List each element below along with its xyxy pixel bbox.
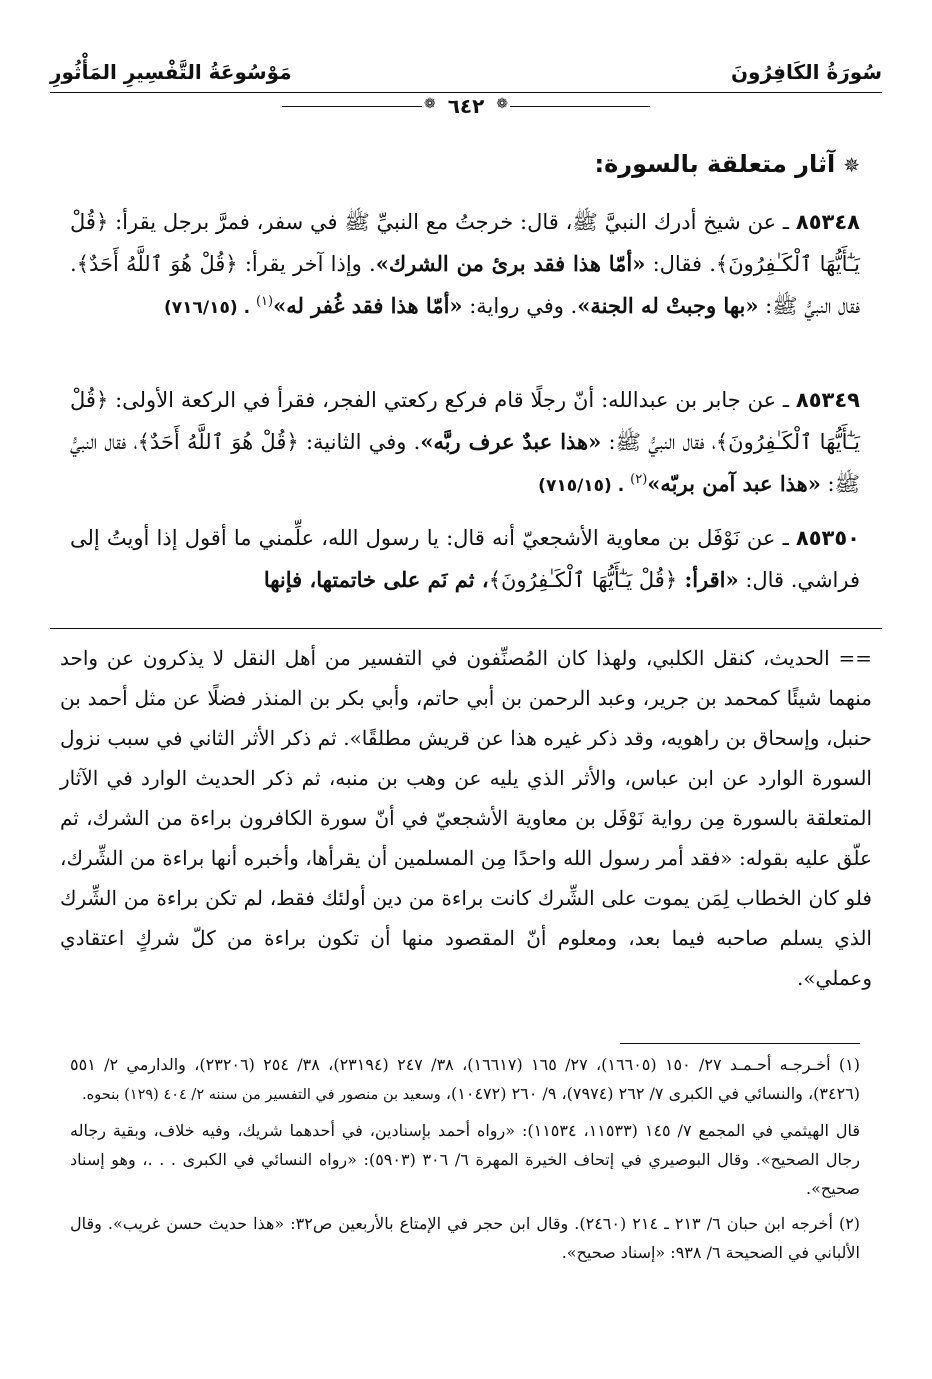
quran-quote: ﴿قُلْ يَـٰٓأَيُّهَا ٱلْكَـٰفِرُونَ﴾ <box>70 388 860 454</box>
surah-title: سُورَةُ الكَافِرُونَ <box>730 60 882 84</box>
volume-reference: . (٧١٦/١٥) <box>164 298 256 318</box>
hadith-quote: «اقرأ: <box>677 567 739 592</box>
footnote-1 <box>70 1050 860 1110</box>
narration-text: . وفي رواية: <box>462 294 578 318</box>
commentary-divider <box>50 628 882 629</box>
hadith-quote: «بها وجبتْ له الجنة» <box>577 293 759 318</box>
narration-text: ـ عن نَوْفَل بن معاوية الأشجعيّ أنه قال: يا رسول الله، علِّمني ما أقول إذا أويتُ إلى فراشي. قال: <box>70 526 860 592</box>
narration-text: ـ عن جابر بن عبدالله: أنّ رجلًا قام فركع ركعتي الفجر، فقرأ في الركعة الأولى: <box>108 388 796 412</box>
quran-quote: ﴿قُلْ هُوَ ٱللَّهُ أَحَدٌ﴾ <box>76 252 238 276</box>
page-number-ornament <box>0 94 932 120</box>
narration-85348 <box>70 202 860 329</box>
narration-number: ٨٥٣٤٨ <box>795 210 860 234</box>
quran-quote: ﴿قُلْ هُوَ ٱللَّهُ أَحَدٌ﴾ <box>137 430 299 454</box>
header-rule <box>50 92 882 93</box>
narration-text: . فقال: <box>645 252 716 276</box>
narration-text: ، فقال النبيُّ ﷺ: <box>601 430 716 454</box>
narration-85349 <box>70 380 860 507</box>
narration-text: ـ عن شيخ أدرك النبيَّ ﷺ، قال: خرجتُ مع النبيِّ ﷺ في سفر، فمرَّ برجل يقرأ: <box>108 210 796 234</box>
hadith-quote: ، ثم نَم على خاتمتها، فإنها <box>263 567 489 592</box>
footnote-text: (٢) أخرجه ابن حبان ٦/ ٢١٣ ـ ٢١٤ (٢٤٦٠). وقال ابن حجر في الإمتاع بالأربعين ص٣٢: «هذا حديث حسن غريب». وقال الألباني في الصحيحة ٦/ ٩٣٨: «إسناد صحيح». <box>70 1214 861 1262</box>
hadith-quote: «هذا عبدٌ عرف ربَّه» <box>420 429 602 454</box>
narration-text: ، فقال النبيُّ ﷺ: <box>70 430 860 496</box>
section-heading <box>595 150 860 178</box>
footnote-rule <box>620 1043 860 1044</box>
footnote-text: وسعيد بن منصور في التفسير من سننه ٢/ ٤٠٤ (١٢٩) بنحوه. <box>82 1087 441 1103</box>
narration-text: . وإذا آخر يقرأ: <box>237 252 376 276</box>
footnote-text: (١) أخـرجـه أحـمـد ٢٧/ ١٥٠ (١٦٦٠٥)، ٢٧/ ١٦٥ (١٦٦١٧)، ٣٨/ ٢٤٧ (٢٣١٩٤)، ٣٨/ ٢٥٤ (٢٣٢٠٦)، والدارمي ٢/ ٥٥١ (٣٤٢٦)، والنسائي في الكبرى ٧/ ٢٦٢ (٧٩٧٤)، ٩/ ٢٦٠ (١٠٤٧٢)، <box>70 1055 860 1103</box>
volume-reference: . (٧١٥/١٥) <box>538 476 631 496</box>
star-icon: ✵ <box>843 153 860 177</box>
narration-text: . فقال النبيُّ ﷺ: <box>70 252 860 318</box>
section-title: آثار متعلقة بالسورة: <box>594 150 836 178</box>
footnote-marker[interactable]: (١) <box>255 294 274 309</box>
footnotes <box>70 1050 860 1273</box>
ornament-icon: ❁ <box>424 96 436 112</box>
commentary-text: == الحديث، كنقل الكلبي، ولهذا كان المُصنِّفون في التفسير من أهل النقل لا يذكرون عن واحد منهما شيئًا كمحمد بن جرير، وعبد الرحمن بن أبي حاتم، وأبي بكر بن المنذر فضلًا عن مثل أحمد بن حنبل، وإسحاق بن راهويه، وقد ذكر غيره هذا عن قريش مطلقًا». ثم ذكر الأثر الثاني في سبب نزول السورة الوارد عن ابن عباس، والأثر الذي يليه عن وهب بن منبه، ثم ذكر الحديث الوارد في الآثار المتعلقة بالسورة مِن رواية نَوْفَل بن معاوية الأشجعيّ في أنّ سورة الكافرون براءة من الشرك، ثم علّق عليه بقوله: «فقد أمر رسول الله واحدًا مِن المسلمين أن يقرأها، وأخبره أنها براءة من الشِّرك، فلو كان الخطاب لِمَن يموت على الشِّرك كانت براءة من دين أولئك فقط، لم تكن براءة من الشِّرك الذي يسلم صاحبه فيما بعد، ومعلوم أنّ المقصود منها أن تكون براءة من كلّ شركٍ اعتقادي وعملي». <box>60 646 872 990</box>
footnote-2 <box>70 1209 860 1267</box>
narration-number: ٨٥٣٥٠ <box>795 526 860 550</box>
ornament-icon: ❁ <box>496 96 508 112</box>
quran-quote: ﴿قُلْ يَـٰٓأَيُّهَا ٱلْكَـٰفِرُونَ﴾ <box>70 210 860 276</box>
hadith-quote: «أمّا هذا فقد برئ من الشرك» <box>375 251 646 276</box>
footnote-marker[interactable]: (٢) <box>630 472 648 487</box>
hadith-quote: «أمّا هذا فقد غُفر له» <box>273 293 463 318</box>
book-title: مَوْسُوعَةُ التَّفْسِيرِ المَأْثُورِ <box>50 60 292 84</box>
page-number: ٦٤٢ <box>447 94 485 118</box>
narration-text: . وفي الثانية: <box>298 430 421 454</box>
footnote-1-grading <box>70 1116 860 1203</box>
hadith-quote: «هذا عبد آمن بربّه» <box>647 471 821 496</box>
narration-85350 <box>70 518 860 601</box>
footnote-text: قال الهيثمي في المجمع ٧/ ١٤٥ (١١٥٣٣، ١١٥٣٤): «رواه أحمد بإسنادين، في أحدهما شريك، وفيه خلاف، وبقية رجاله رجال الصحيح». وقال البوصيري في إتحاف الخيرة المهرة ٦/ ٣٠٦ (٥٩٠٣): «رواه النسائي في الكبرى . . .، وهو إسناد صحيح». <box>70 1121 861 1198</box>
narration-number: ٨٥٣٤٩ <box>795 388 860 412</box>
quran-quote: ﴿قُلْ يَـٰٓأَيُّهَا ٱلْكَـٰفِرُونَ﴾ <box>488 568 678 592</box>
